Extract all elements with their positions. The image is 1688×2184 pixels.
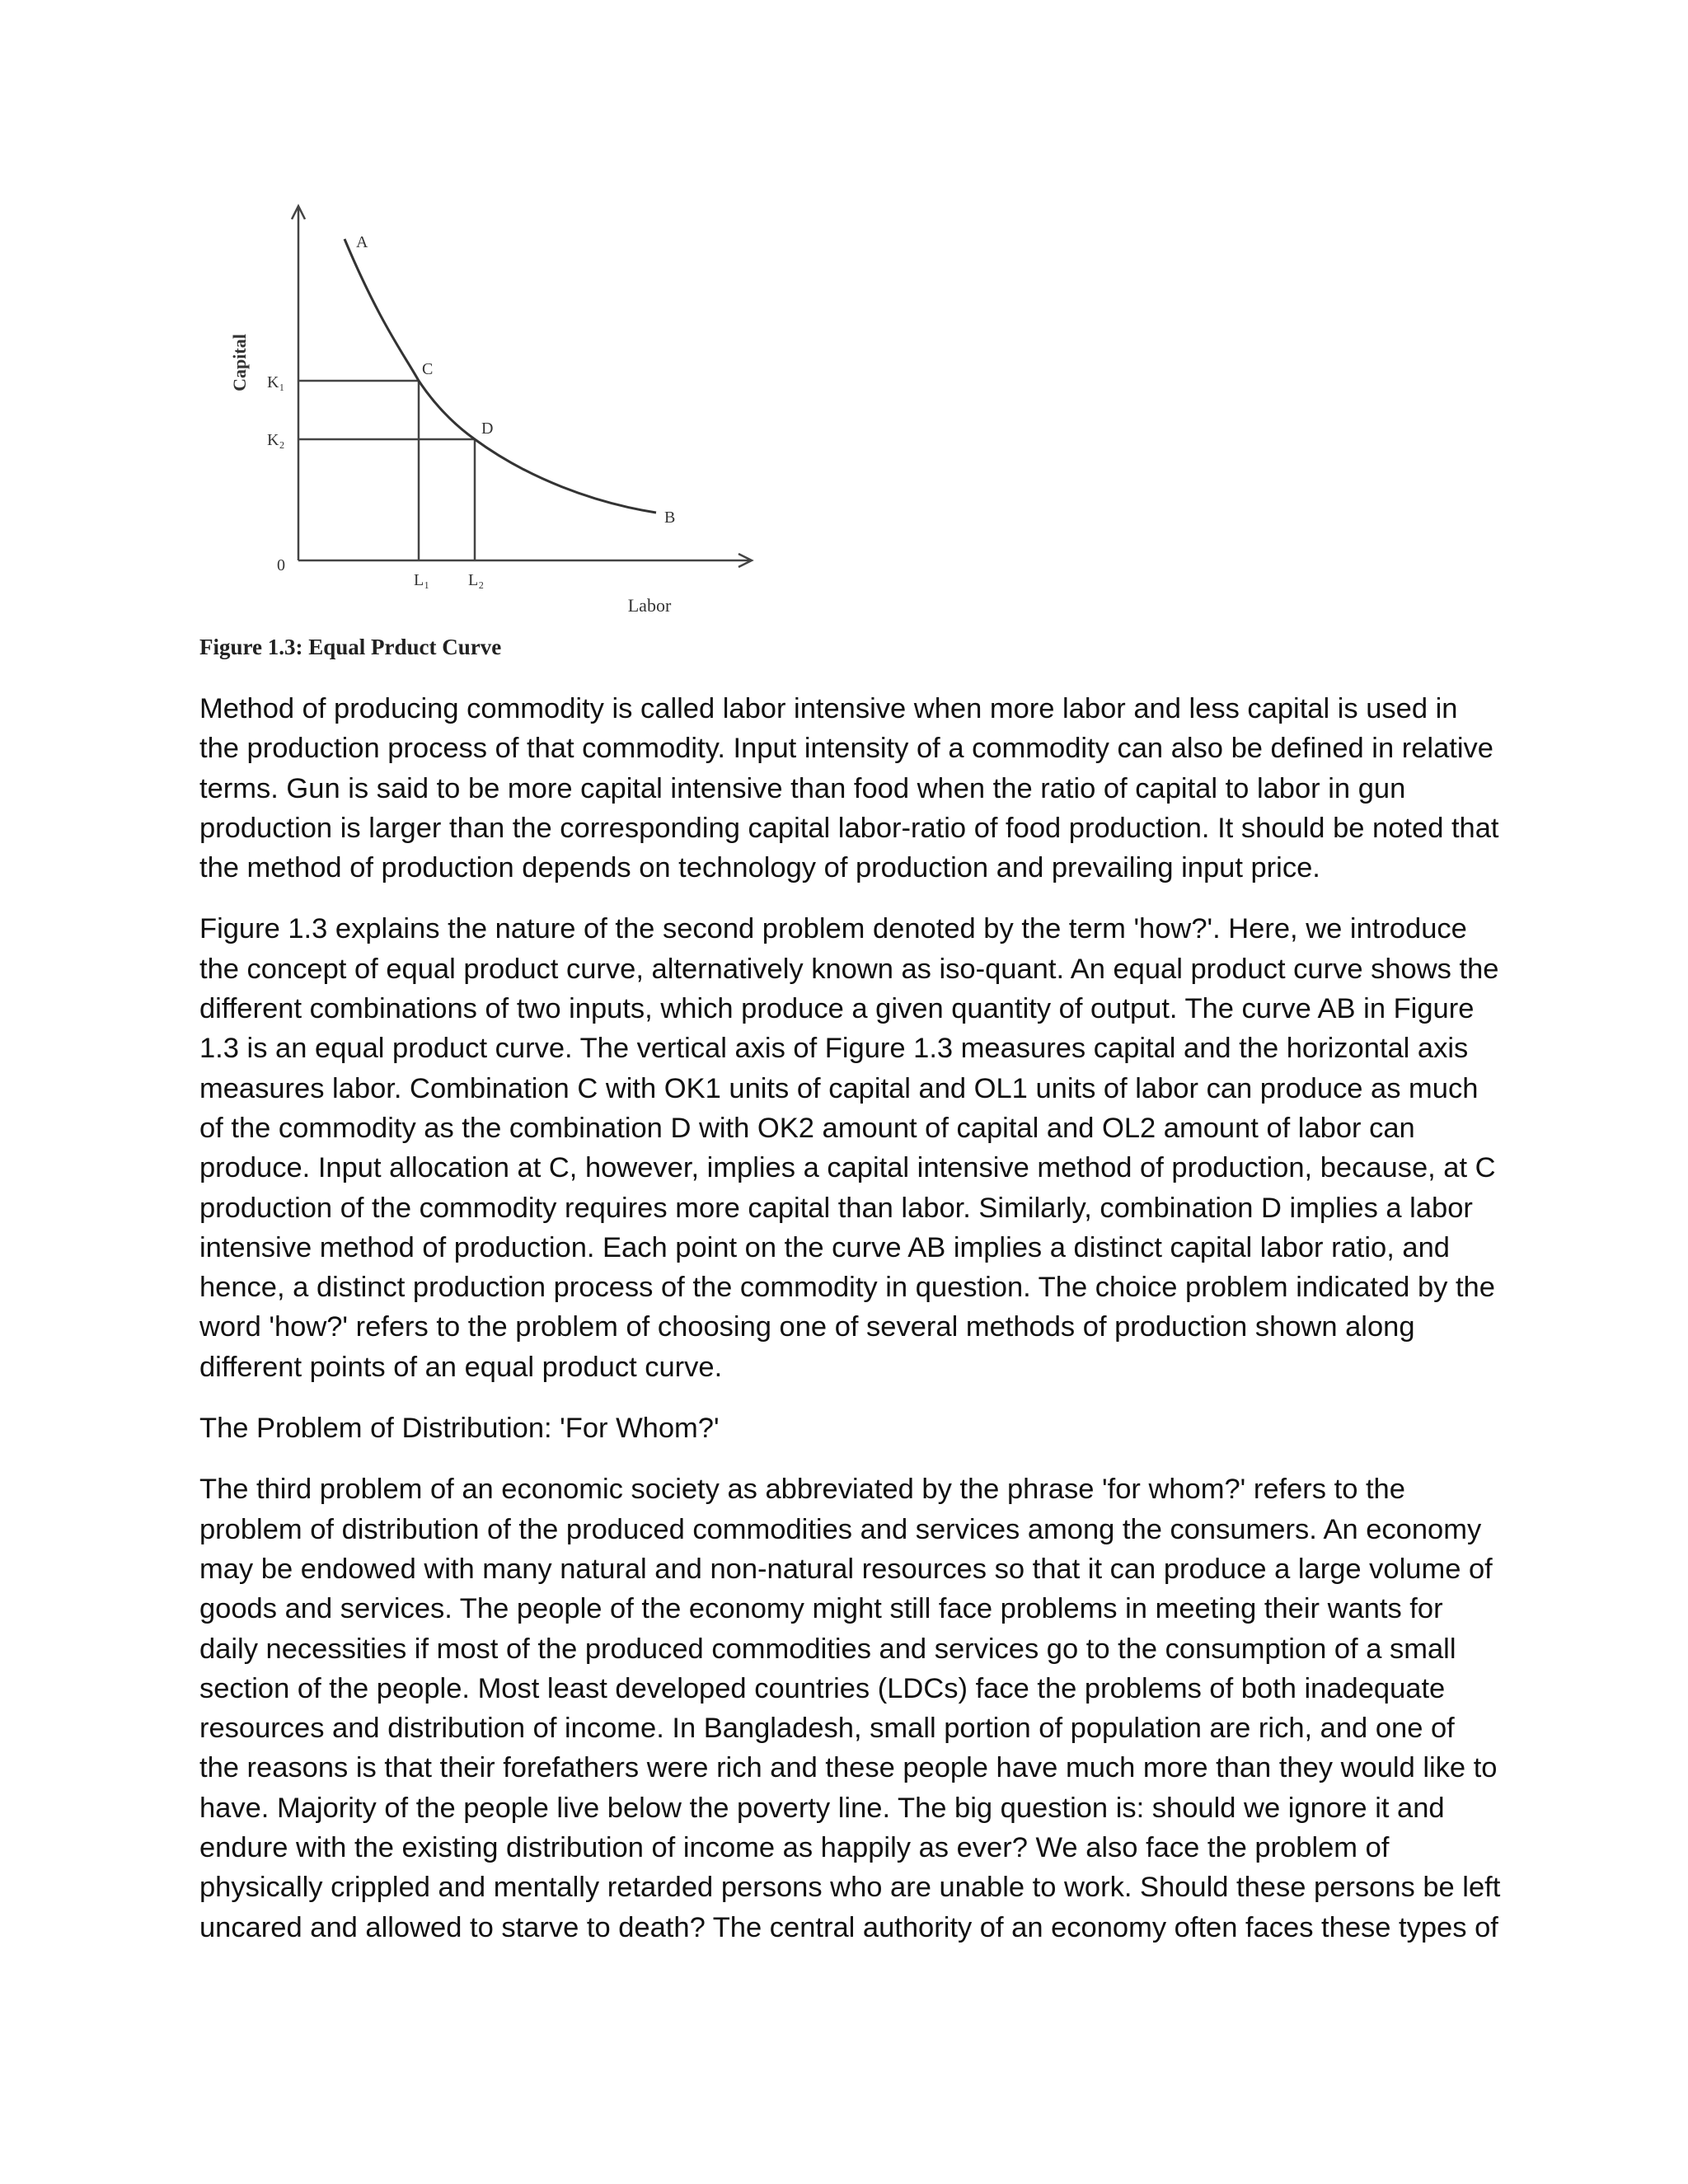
l2-label: L₂ [468,571,485,589]
point-c-label: C [422,360,434,378]
isoquant-diagram [198,190,775,635]
point-a-label: A [356,233,368,251]
x-axis-label: Labor [627,595,672,616]
k1-label: K₁ [267,373,285,391]
k2-label: K₂ [267,431,285,449]
paragraph: Figure 1.3 explains the nature of the second problem denoted by the term 'how?'. Here, we introduce the concept of equal product curve, alternatively known as iso-quant. An equal product curve shows the different combinations of two inputs, which produce a given quantity of output. The curve AB in Figure 1.3 is an equal product curve. The vertical axis of Figure 1.3 measures capital and the horizontal axis measures labor. Combination C with OK1 units of capital and OL1 units of labor can produce as much of the commodity as the combination D with OK2 amount of capital and OL2 amount of labor can produce. Input allocation at C, however, implies a capital intensive method of production, because, at C production of the commodity requires more capital than labor. Similarly, combination D implies a labor intensive method of production. Each point on the curve AB implies a distinct capital labor ratio, and hence, a distinct production process of the commodity in question. The choice problem indicated by the word 'how?' refers to the problem of choosing one of several methods of production shown along different points of an equal product curve. [199,913,1499,1383]
origin-label: 0 [277,556,285,574]
section-heading: The Problem of Distribution: 'For Whom?' [199,1413,720,1445]
figure-caption: Figure 1.3: Equal Prduct Curve [199,635,502,659]
body-text [199,689,1502,1969]
isoquant-figure [198,190,775,635]
y-axis-label: Capital [229,334,250,391]
isoquant-curve [345,239,656,513]
point-b-label: B [664,509,676,527]
paragraph: Method of producing commodity is called labor intensive when more labor and less capital is used in the production process of that commodity. Input intensity of a commodity can also be defined in relative terms. Gun is said to be more capital intensive than food when the ratio of capital to labor in gun production is larger than the corresponding capital labor-ratio of food production. It should be noted that the method of production depends on technology of production and prevailing input price. [199,693,1499,884]
l1-label: L₁ [414,571,430,589]
paragraph: The third problem of an economic society as abbreviated by the phrase 'for whom?' refers to the problem of distribution of the produced commodities and services among the consumers. An economy may be endowed with many natural and non-natural resources so that it can produce a large volume of goods and services. The people of the economy might still face problems in meeting their wants for daily necessities if most of the produced commodities and services go to the consumption of a small section of the people. Most least developed countries (LDCs) face the problems of both inadequate resources and distribution of income. In Bangladesh, small portion of population are rich, and one of the reasons is that their forefathers were rich and these people have much more than they would like to have. Majority of the people live below the poverty line. The big question is: should we ignore it and endure with the existing distribution of income as happily as ever? We also face the problem of physically crippled and mentally retarded persons who are unable to work. Should these persons be left uncared and allowed to starve to death? The central authority of an economy often faces these types of [199,1474,1501,1943]
point-d-label: D [481,419,494,438]
